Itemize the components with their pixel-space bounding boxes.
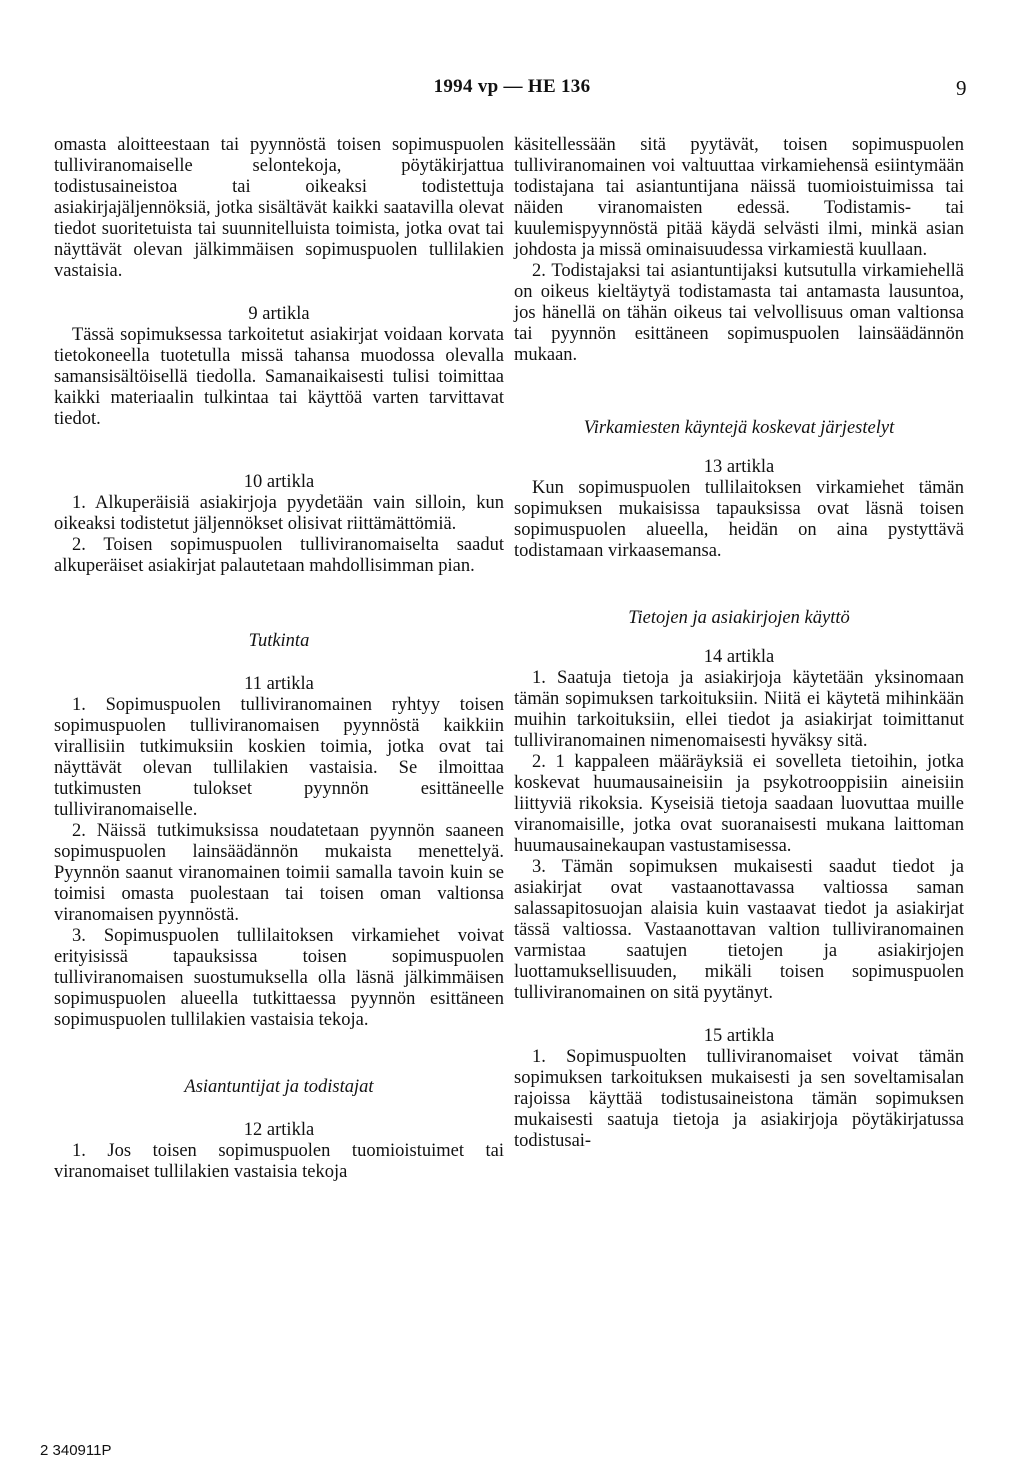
page-number: 9 — [956, 76, 967, 100]
paragraph: 1. Saatuja tietoja ja asiakirjoja käytetään yksinomaan tämän sopimuksen tarkoituksiin. Niitä ei käytetä mihinkään muihin tarkoituksiin, ellei tiedot ja asiakirjat toimittanut tulliviranomainen nimenomaisesti hyväksy sitä. — [514, 668, 964, 751]
article-heading: 12 artikla — [243, 1120, 315, 1140]
paragraph: 1. Sopimuspuolten tulliviranomaiset voivat tämän sopimuksen tarkoituksen mukaisesti ja sen soveltamisalan rajoissa käyttää todistusaineistona tämän sopimuksen mukaisesti saatuja tietoja ja asiakirjoja pöytäkirjatussa todistusai- — [514, 1047, 964, 1151]
right-column — [514, 135, 964, 1152]
paragraph: Kun sopimuspuolen tullilaitoksen virkamiehet tämän sopimuksen mukaisissa tapauksissa ovat läsnä toisen sopimuspuolen alueella, heidän on aina pystyttävä todistamaan virkaasemansa. — [514, 478, 964, 561]
section-heading: Virkamiesten käyntejä koskevat järjestelyt — [583, 418, 895, 438]
paragraph: 2. Todistajaksi tai asiantuntijaksi kutsutulla virkamiehellä on oikeus kieltäytyä todistamasta tai antamasta lausuntoa, jos hänellä on tähän oikeus tai velvollisuus oman valtionsa tai pyynnön esittäneen sopimuspuolen lainsäädännön mukaan. — [514, 261, 964, 365]
footer-code: 2 340911P — [40, 1442, 112, 1459]
paragraph: 1. Alkuperäisiä asiakirjoja pyydetään vain silloin, kun oikeaksi todistetut jäljennökset olisivat riittämättömiä. — [54, 493, 504, 534]
paragraph: 2. 1 kappaleen määräyksiä ei sovelleta tietoihin, jotka koskevat huumausaineisiin ja psykotrooppisiin aineisiin liittyviä rikoksia. Kyseisiä tietoja saadaan luovuttaa muille viranomaisille, jotka ovat suoranaisesti mukana laittoman huumausainekaupan vastustamisessa. — [514, 752, 964, 856]
article-heading: 13 artikla — [703, 457, 775, 477]
section-heading: Tutkinta — [248, 631, 310, 651]
paragraph: 1. Sopimuspuolen tulliviranomainen ryhtyy toisen sopimuspuolen tulliviranomaisen pyynnöstä kaikkiin virallisiin tutkimuksiin koskien toimia, jotka ovat tai näyttävät olevan tullilakien vastaisia. Se ilmoittaa tutkimusten tulokset pyynnön esittäneelle tulliviranomaiselle. — [54, 695, 504, 820]
article-heading: 9 artikla — [248, 304, 310, 324]
paragraph: 3. Sopimuspuolen tullilaitoksen virkamiehet voivat erityisissä tapauksissa toisen sopimuspuolen tulliviranomaisen suostumuksella olla läsnä jälkimmäisen sopimuspuolen alueella tutkittaessa pyynnön esittäneen sopimuspuolen tullilakien vastaisia tekoja. — [54, 926, 504, 1030]
left-column — [54, 135, 504, 1183]
paragraph: Tässä sopimuksessa tarkoitetut asiakirjat voidaan korvata tietokoneella tuotetulla missä tahansa muodossa olevalla samansisältöisellä tiedolla. Samanaikaisesti tulisi toimittaa kaikki materiaalin tulkintaa tai käyttöä varten tarvittavat tiedot. — [54, 325, 504, 429]
article-heading: 14 artikla — [703, 647, 775, 667]
article-heading: 15 artikla — [703, 1026, 775, 1046]
paragraph: 1. Jos toisen sopimuspuolen tuomioistuimet tai viranomaiset tullilakien vastaisia tekoja — [54, 1141, 504, 1182]
running-header: 1994 vp — HE 136 — [433, 76, 591, 97]
article-heading: 10 artikla — [243, 472, 315, 492]
paragraph: 3. Tämän sopimuksen mukaisesti saadut tiedot ja asiakirjat ovat vastaanottavassa valtiossa saman salassapitosuojan alaisia kuin vastaavat tiedot ja asiakirjat tässä valtiossa. Vastaanottavan valtion tulliviranomainen varmistaa saatujen tietojen ja asiakirjojen luottamuksellisuuden, mikäli toisen sopimuspuolen tulliviranomainen on sitä pyytänyt. — [514, 857, 964, 1003]
paragraph: 2. Näissä tutkimuksissa noudatetaan pyynnön saaneen sopimuspuolen lainsäädännön mukaista menettelyä. Pyynnön saanut viranomainen toimii samalla tavoin kuin se toimisi omasta puolestaan tai toisen oman valtionsa viranomaisen pyynnöstä. — [54, 821, 504, 925]
article-heading: 11 artikla — [244, 674, 314, 694]
paragraph: käsitellessään sitä pyytävät, toisen sopimuspuolen tulliviranomainen voi valtuuttaa virkamiehensä esiintymään todistajana tai asiantuntijana näissä tuomioistuimissa tai näiden viranomaisten edessä. Todistamis- tai kuulemispyynnöstä pitää käydä selvästi ilmi, minkä asian johdosta ja missä ominaisuudessa virkamiestä kuullaan. — [514, 135, 964, 260]
section-heading: Tietojen ja asiakirjojen käyttö — [628, 608, 850, 628]
paragraph: omasta aloitteestaan tai pyynnöstä toisen sopimuspuolen tulliviranomaiselle selontekoja, pöytäkirjattua todistusaineistoa tai oikeaksi todistettuja asiakirjajäljennöksiä, jotka sisältävät kaikki saatavilla olevat tiedot suoritetuista tai suunnitelluista toimista, jotka ovat tai näyttävät olevan jälkimmäisen sopimuspuolen tullilakien vastaisia. — [54, 135, 504, 281]
section-heading: Asiantuntijat ja todistajat — [184, 1077, 374, 1097]
paragraph: 2. Toisen sopimuspuolen tulliviranomaiselta saadut alkuperäiset asiakirjat palautetaan mahdollisimman pian. — [54, 535, 504, 576]
